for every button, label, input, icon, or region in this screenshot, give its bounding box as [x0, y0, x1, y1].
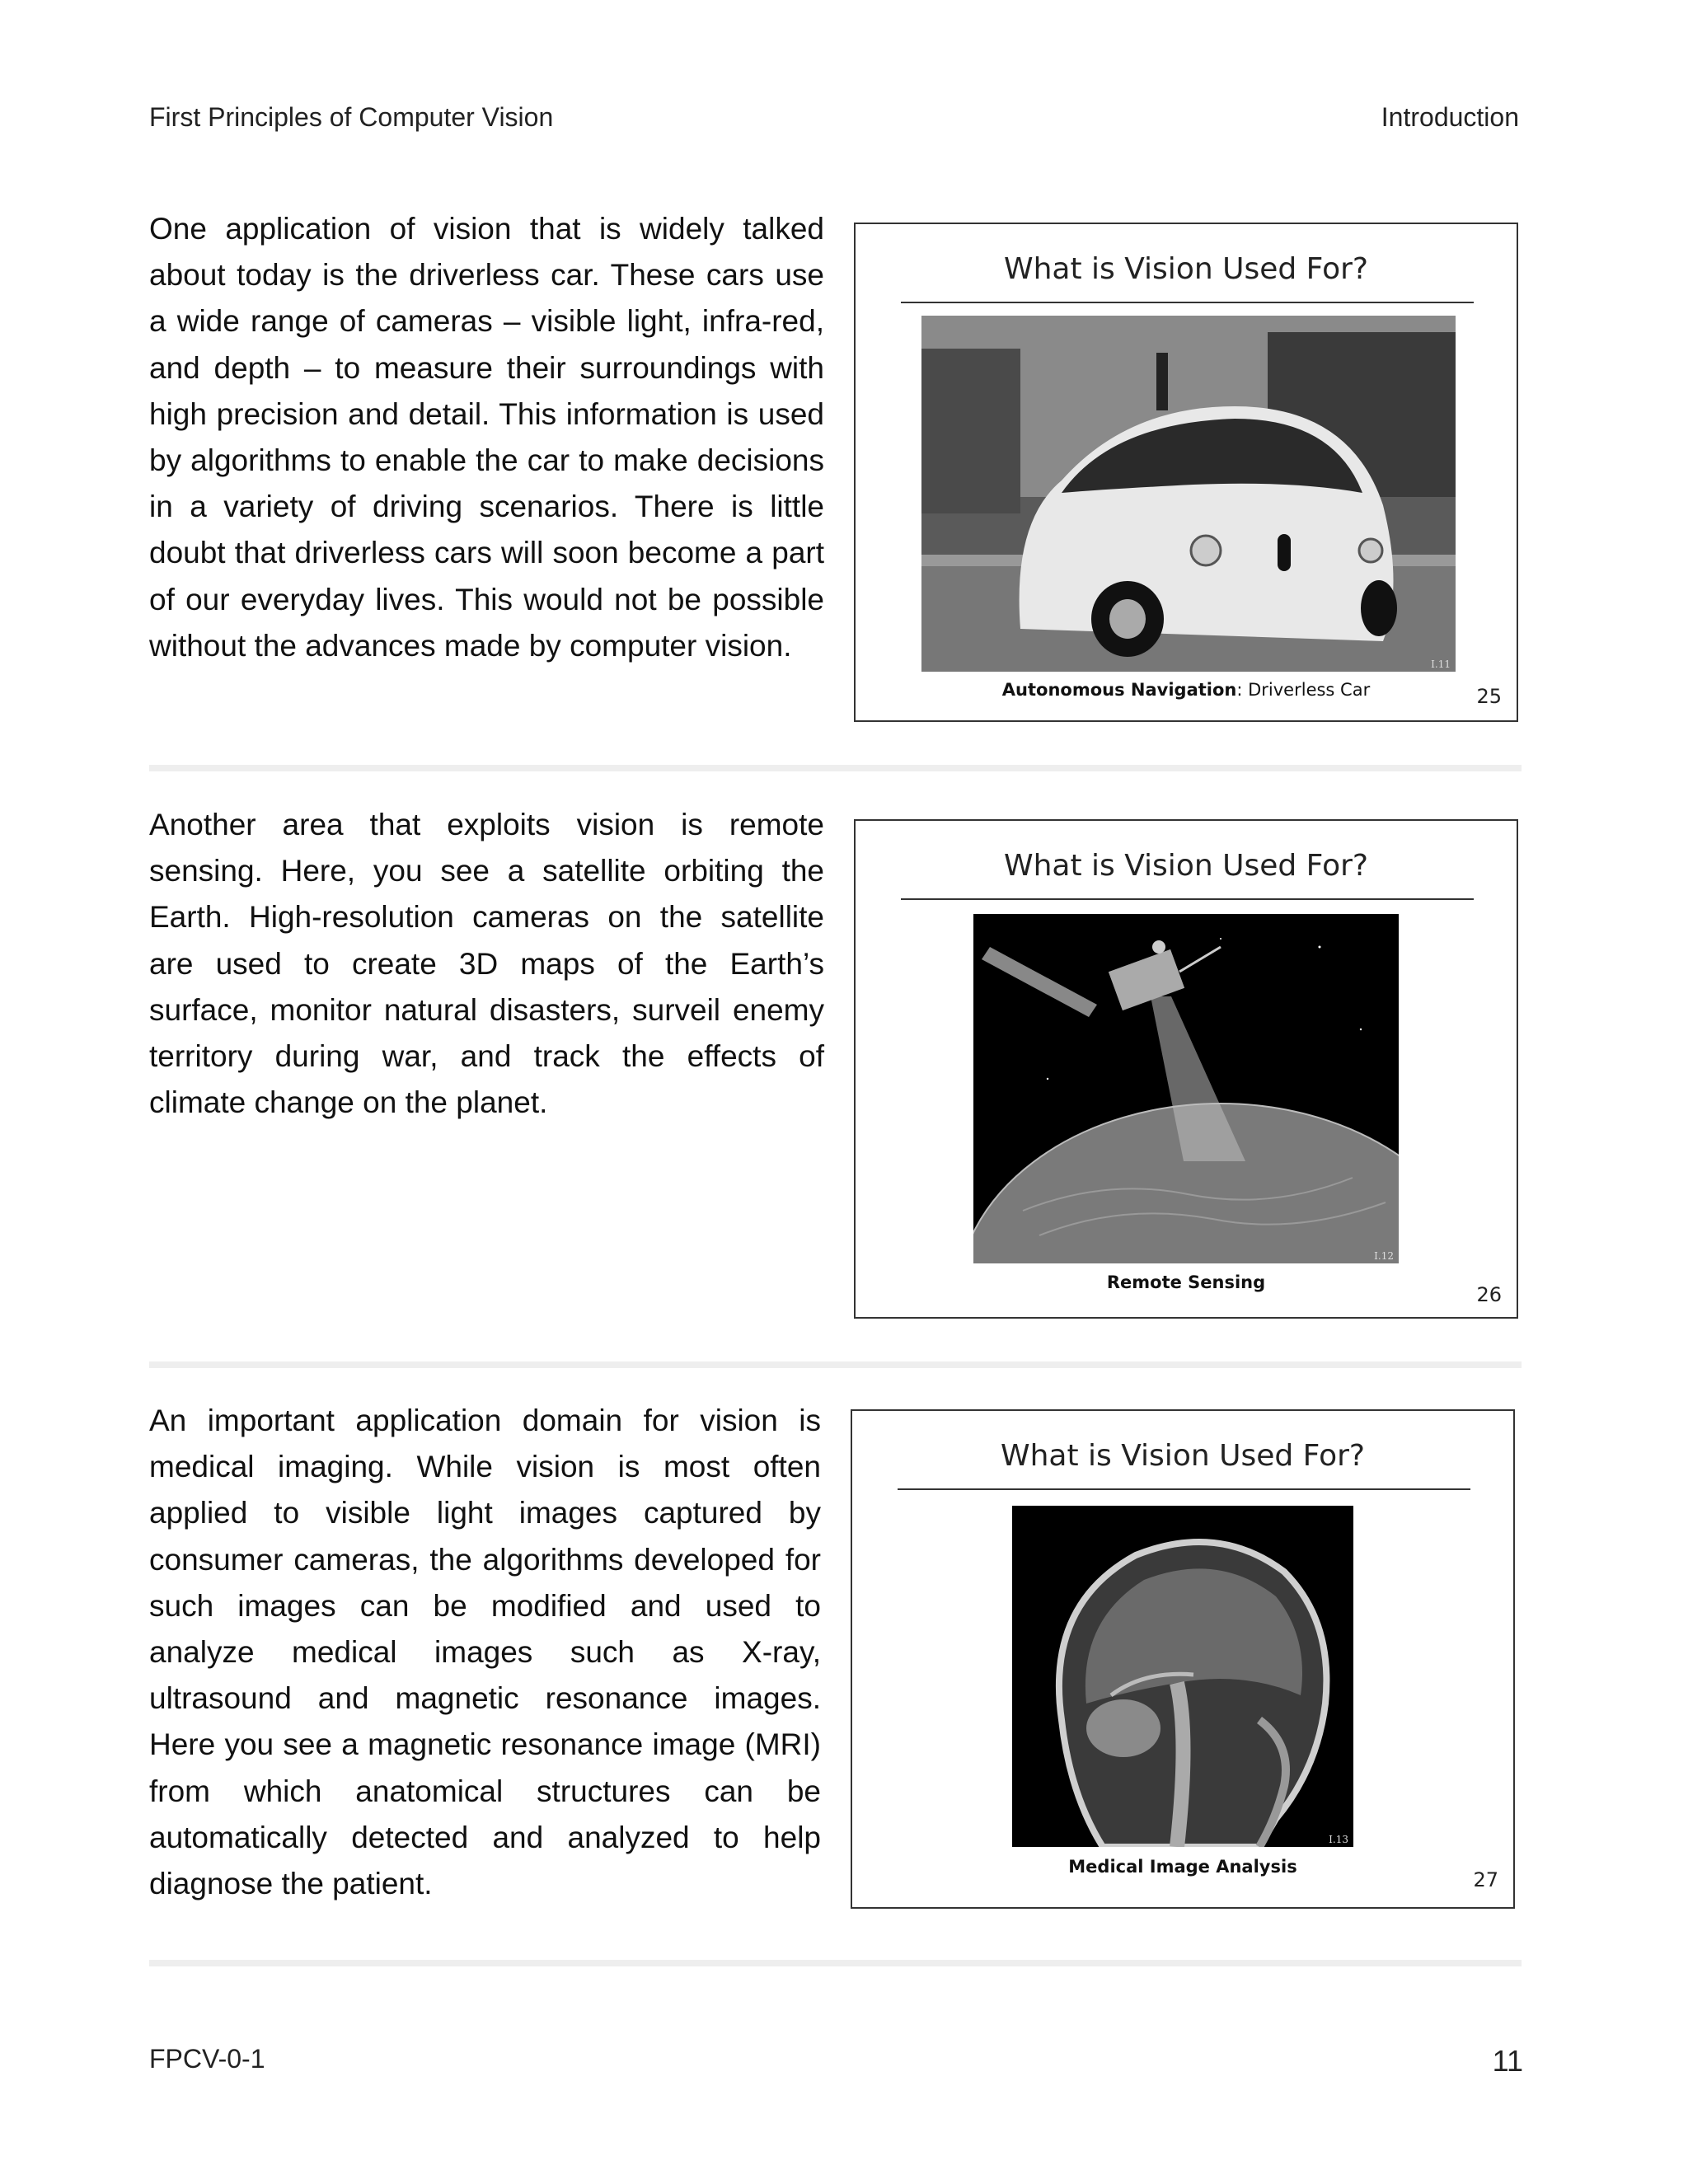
slide-number: 27	[1473, 1868, 1498, 1891]
slide-title-rule	[901, 302, 1474, 303]
running-header-chapter: Introduction	[1381, 102, 1519, 132]
satellite-illustration	[973, 914, 1399, 1263]
slide-27	[851, 1409, 1515, 1909]
section-1-text: One application of vision that is widely talked about today is the driverless car. These cars use a wide range of cameras – visible light, infra-red, and depth – to measure their surroundings with high precision and detail. This information is used by algorithms to enable the car to make decisions in a variety of driving scenarios. There is little doubt that driverless cars will soon become a part of our everyday lives. This would not be possible without the advances made by computer vision.	[149, 212, 824, 663]
slide-title: What is Vision Used For?	[1000, 1439, 1366, 1473]
section-separator	[149, 1361, 1522, 1368]
slide-title: What is Vision Used For?	[1003, 849, 1369, 883]
slide-title-rule	[898, 1488, 1470, 1490]
slide-title: What is Vision Used For?	[1003, 252, 1369, 286]
mri-image	[1012, 1506, 1353, 1847]
section-separator	[149, 1960, 1522, 1966]
image-id-label: I.12	[1374, 1250, 1394, 1262]
slide-title-rule	[901, 898, 1474, 900]
slide-caption	[856, 1272, 1517, 1292]
satellite-image	[973, 914, 1399, 1263]
slide-caption	[856, 680, 1517, 700]
running-header-title: First Principles of Computer Vision	[149, 102, 554, 132]
slide-number: 26	[1476, 1283, 1502, 1306]
image-id-label: I.13	[1329, 1834, 1348, 1845]
mri-illustration	[1012, 1506, 1353, 1847]
caption-rest: : Driverless Car	[1236, 680, 1371, 700]
page-number: 11	[1492, 2044, 1523, 2078]
driverless-car-image	[921, 316, 1456, 672]
slide-26	[854, 819, 1518, 1319]
caption-bold: Remote Sensing	[1106, 1272, 1266, 1292]
slide-number: 25	[1476, 685, 1502, 708]
slide-25	[854, 223, 1518, 722]
footer-doc-id: FPCV-0-1	[149, 2044, 265, 2074]
driverless-car-illustration	[921, 316, 1456, 672]
section-3-text: An important application domain for vision is medical imaging. While vision is most often applied to visible light images captured by consumer cameras, the algorithms developed for such images can be modified and used to analyze medical images such as X-ray, ultrasound and magnetic resonance images. Here you see a magnetic resonance image (MRI) from which anatomical structures can be automatically detected and analyzed to help diagnose the patient.	[149, 1404, 821, 1901]
slide-caption	[852, 1857, 1513, 1877]
section-separator	[149, 765, 1522, 771]
caption-bold: Autonomous Navigation	[1001, 680, 1237, 700]
section-2-text: Another area that exploits vision is remote sensing. Here, you see a satellite orbiting the Earth. High-resolution cameras on the satellite are used to create 3D maps of the Earth’s surface, monitor natural disasters, surveil enemy territory during war, and track the effects of climate change on the planet.	[149, 808, 824, 1120]
image-id-label: I.11	[1431, 658, 1451, 670]
caption-bold: Medical Image Analysis	[1068, 1857, 1297, 1877]
